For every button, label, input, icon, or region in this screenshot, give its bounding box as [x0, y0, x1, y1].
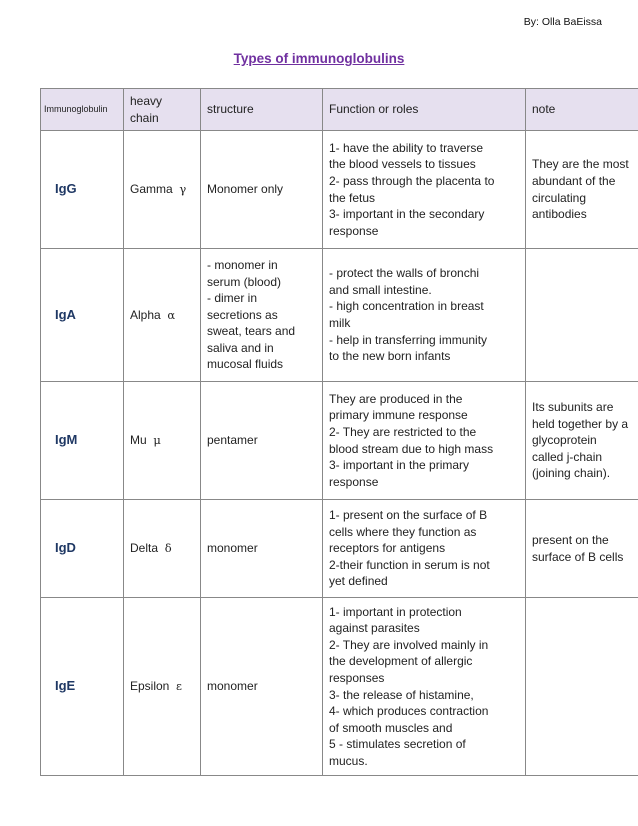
heavy-chain-name: Alpha: [130, 307, 161, 322]
heavy-chain-cell: [124, 249, 201, 382]
function-line: 5 - stimulates secretion of: [329, 737, 466, 752]
heavy-chain-name: Mu: [130, 433, 147, 448]
function-line: 1- present on the surface of B: [329, 508, 488, 523]
header-immunoglobulin: Immunoglobulin: [41, 89, 124, 131]
table-header-row: [41, 89, 638, 131]
note-line: glycoprotein: [532, 433, 597, 448]
table-row: [41, 249, 638, 382]
greek-symbol: δ: [164, 541, 172, 556]
structure-line: sweat, tears and: [207, 324, 296, 339]
function-line: mucus.: [329, 753, 368, 768]
function-cell: [323, 598, 526, 776]
function-cell: [323, 382, 526, 500]
structure-line: saliva and in: [207, 340, 274, 355]
function-line: and small intestine.: [329, 282, 432, 297]
note-line: antibodies: [532, 207, 587, 222]
greek-symbol: γ: [179, 182, 187, 197]
function-line: cells where they function as: [329, 524, 477, 539]
note-line: Its subunits are: [532, 400, 614, 415]
structure-line: pentamer: [207, 433, 258, 448]
note-line: circulating: [532, 190, 587, 205]
structure-cell: [201, 382, 323, 500]
function-cell: [323, 249, 526, 382]
document-title: Types of immunoglobulins: [233, 51, 405, 66]
table-row: [41, 382, 638, 500]
function-line: of smooth muscles and: [329, 720, 453, 735]
greek-symbol: α: [167, 307, 176, 322]
heavy-chain-name: Gamma: [130, 182, 173, 197]
header-structure: structure: [201, 89, 323, 131]
header-note: note: [526, 89, 638, 131]
function-line: responses: [329, 670, 385, 685]
structure-line: Monomer only: [207, 182, 284, 197]
structure-cell: [201, 500, 323, 598]
function-line: 4- which produces contraction: [329, 704, 489, 719]
immunoglobulin-table: [40, 88, 638, 776]
table-row: [41, 131, 638, 249]
function-line: response: [329, 474, 379, 489]
function-cell: [323, 500, 526, 598]
structure-line: serum (blood): [207, 274, 282, 289]
function-line: milk: [329, 316, 351, 330]
note-line: held together by a: [532, 416, 629, 431]
function-line: 2- pass through the placenta to: [329, 173, 495, 188]
note-line: present on the: [532, 532, 609, 547]
function-line: 3- important in the secondary: [329, 207, 485, 222]
function-line: 2- They are restricted to the: [329, 424, 477, 439]
immunoglobulin-name: IgM: [41, 382, 124, 500]
function-line: 3- the release of histamine,: [329, 687, 474, 702]
greek-symbol: μ: [153, 433, 161, 448]
function-line: primary immune response: [329, 408, 468, 423]
structure-line: secretions as: [207, 307, 278, 322]
heavy-chain-name: Epsilon: [130, 679, 170, 694]
function-line: 3- important in the primary: [329, 458, 470, 473]
structure-line: monomer: [207, 541, 258, 556]
note-cell: [526, 500, 638, 598]
function-line: to the new born infants: [329, 349, 451, 364]
note-line: (joining chain).: [532, 466, 611, 481]
structure-cell: [201, 131, 323, 249]
note-line: They are the most: [532, 157, 629, 172]
structure-line: mucosal fluids: [207, 357, 284, 372]
note-line: surface of B cells: [532, 549, 624, 564]
function-line: 1- important in protection: [329, 604, 462, 619]
note-cell: [526, 598, 638, 776]
immunoglobulin-name: IgE: [41, 598, 124, 776]
note-line: abundant of the: [532, 173, 616, 188]
function-line: the blood vessels to tissues: [329, 157, 476, 172]
note-cell: [526, 131, 638, 249]
heavy-chain-cell: [124, 500, 201, 598]
immunoglobulin-name: IgD: [41, 500, 124, 598]
note-cell: [526, 382, 638, 500]
function-cell: [323, 131, 526, 249]
author-credit: By: Olla BaEissa: [523, 16, 602, 28]
structure-line: - monomer in: [207, 257, 278, 272]
immunoglobulin-name: IgA: [41, 249, 124, 382]
function-line: - high concentration in breast: [329, 299, 484, 314]
note-line: called j-chain: [532, 449, 603, 464]
structure-line: monomer: [207, 679, 258, 694]
function-line: blood stream due to high mass: [329, 441, 494, 456]
heavy-chain-name: Delta: [130, 541, 159, 556]
heavy-chain-cell: [124, 131, 201, 249]
table-row: [41, 598, 638, 776]
function-line: 1- have the ability to traverse: [329, 140, 484, 155]
header-function: Function or roles: [323, 89, 526, 131]
function-line: against parasites: [329, 621, 420, 636]
heavy-chain-cell: [124, 382, 201, 500]
greek-symbol: ε: [176, 679, 182, 694]
header-heavy-chain: [124, 89, 201, 131]
function-line: 2- They are involved mainly in: [329, 637, 489, 652]
function-line: - help in transferring immunity: [329, 332, 488, 347]
function-line: the fetus: [329, 190, 376, 205]
header-heavy-chain-line: heavy: [130, 93, 163, 108]
function-line: 2-their function in serum is not: [329, 557, 490, 572]
table-row: [41, 500, 638, 598]
structure-line: - dimer in: [207, 291, 258, 306]
function-line: They are produced in the: [329, 391, 463, 406]
note-cell: [526, 249, 638, 382]
structure-cell: [201, 249, 323, 382]
heavy-chain-cell: [124, 598, 201, 776]
function-line: the development of allergic: [329, 654, 473, 669]
function-line: yet defined: [329, 574, 388, 589]
function-line: response: [329, 223, 379, 238]
immunoglobulin-name: IgG: [41, 131, 124, 249]
function-line: receptors for antigens: [329, 541, 446, 556]
function-line: - protect the walls of bronchi: [329, 266, 480, 281]
structure-cell: [201, 598, 323, 776]
header-heavy-chain-line: chain: [130, 110, 159, 125]
